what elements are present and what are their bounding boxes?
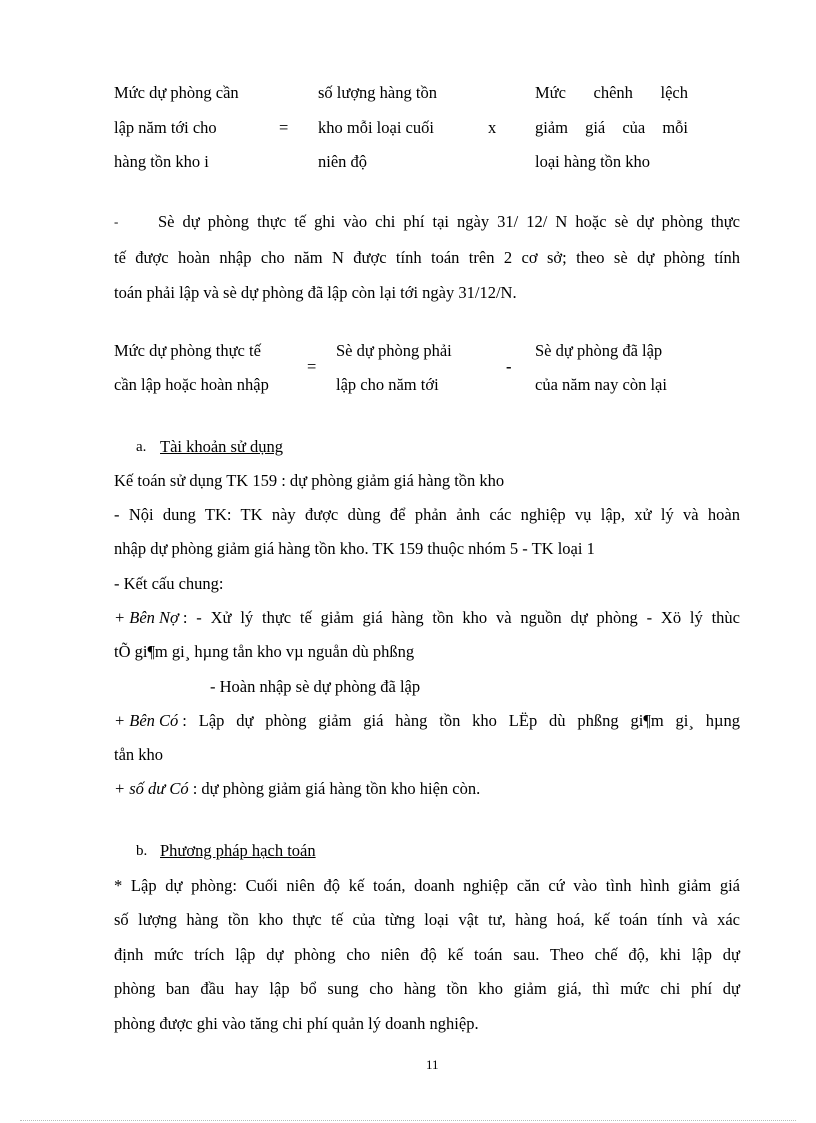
balance-line	[114, 779, 480, 799]
section-b-title: Phương pháp hạch toán	[160, 841, 316, 860]
formula2-minus: -	[506, 357, 512, 376]
para1-line-2: tế được hoàn nhập cho năm N được tính toán trên 2 cơ sở; theo sè dự phòng tính	[114, 248, 740, 267]
formula2-equals: =	[307, 357, 317, 376]
formula1-times: x	[488, 118, 497, 137]
section-a-marker: a.	[136, 439, 147, 455]
credit-side-label: + Bên Có	[114, 711, 179, 730]
formula1-middle-2: kho mỗi loại cuối	[318, 118, 434, 137]
balance-label: + số dư Có	[114, 779, 189, 798]
page-number: 11	[426, 1057, 439, 1072]
section-b-line-4: phòng ban đầu hay lập bổ sung cho hàng tồn kho giảm giá, thì mức chi phí dự	[114, 979, 740, 998]
section-a-line-3: nhập dự phòng giảm giá hàng tồn kho. TK 159 thuộc nhóm 5 - TK loại 1	[114, 539, 595, 558]
formula1-right-3: loại hàng tồn kho	[535, 152, 651, 171]
formula1-left-1: Mức dự phòng cần	[114, 83, 239, 102]
credit-side-text: : Lập dự phòng giảm giá hàng tồn kho LËp dù phßng gi¶m gi¸ hµng	[182, 711, 740, 730]
formula1-middle-1: số lượng hàng tồn	[318, 83, 437, 102]
formula1-right-2: giảm giá của mỗi	[535, 118, 688, 137]
balance-text: : dự phòng giảm giá hàng tồn kho hiện còn.	[192, 779, 481, 798]
section-a-line-1: Kế toán sử dụng TK 159 : dự phòng giảm giá hàng tồn kho	[114, 471, 505, 490]
section-b-line-3: định mức trích lập dự phòng cho niên độ kế toán sau. Theo chế độ, khi lập dự	[114, 945, 740, 964]
section-a-title: Tài khoản sử dụng	[160, 437, 284, 456]
section-b-line-5: phòng được ghi vào tăng chi phí quản lý doanh nghiệp.	[114, 1014, 479, 1033]
formula2-left-2: cần lập hoặc hoàn nhập	[114, 375, 269, 394]
section-a-line-2: - Nội dung TK: TK này được dùng để phản ảnh các nghiệp vụ lập, xử lý và hoàn	[114, 505, 740, 524]
formula1-right-1: Mức chênh lệch	[535, 83, 688, 102]
section-a-line-4: - Kết cấu chung:	[114, 574, 224, 593]
debit-side-line	[114, 608, 740, 628]
page-bottom-divider	[20, 1120, 796, 1121]
section-a-line-9: tån kho	[114, 745, 164, 764]
formula1-middle-3: niên độ	[318, 152, 368, 171]
debit-side-text: : - Xử lý thực tế giảm giá hàng tồn kho và nguồn dự phòng - Xö lý thùc	[182, 608, 740, 627]
para1-line-3: toán phải lập và sè dự phòng đã lập còn lại tới ngày 31/12/N.	[114, 283, 517, 302]
formula1-equals: =	[279, 118, 289, 137]
section-b-line-2: số lượng hàng tồn kho thực tế của từng loại vật tư, hàng hoá, kế toán tính và xác	[114, 910, 740, 929]
formula2-middle-2: lập cho năm tới	[336, 375, 439, 394]
section-b-marker: b.	[136, 843, 148, 859]
formula2-left-1: Mức dự phòng thực tế	[114, 341, 261, 360]
section-a-line-6: tÕ gi¶m gi¸ hµng tån kho vµ nguån dù phßng	[114, 642, 415, 661]
section-a-line-7: - Hoàn nhập sè dự phòng đã lập	[210, 677, 421, 696]
bullet-dash: -	[114, 214, 119, 229]
credit-side-line	[114, 711, 740, 731]
formula1-left-2: lập năm tới cho	[114, 118, 217, 137]
para1-line-1: Sè dự phòng thực tế ghi vào chi phí tại ngày 31/ 12/ N hoặc sè dự phòng thực	[158, 212, 740, 231]
formula1-left-3: hàng tồn kho i	[114, 152, 209, 171]
debit-side-label: + Bên Nợ	[114, 608, 179, 627]
formula2-middle-1: Sè dự phòng phải	[336, 341, 452, 360]
section-b-line-1: * Lập dự phòng: Cuối niên độ kế toán, doanh nghiệp căn cứ vào tình hình giảm giá	[114, 876, 740, 895]
formula2-right-1: Sè dự phòng đã lập	[535, 341, 663, 360]
formula2-right-2: của năm nay còn lại	[535, 375, 667, 394]
